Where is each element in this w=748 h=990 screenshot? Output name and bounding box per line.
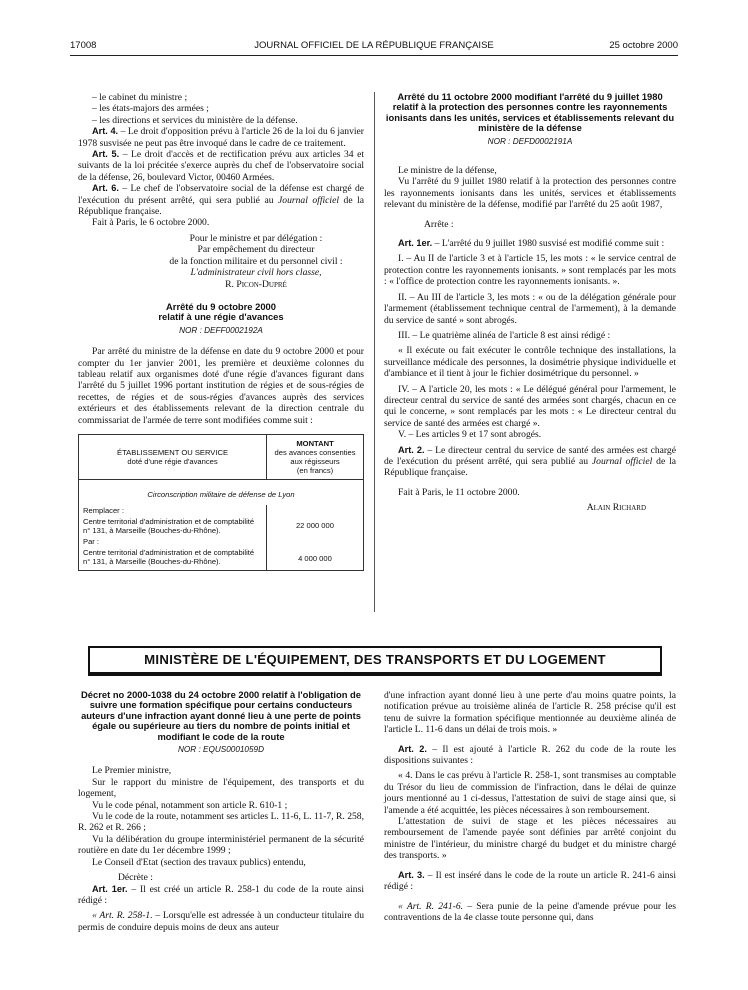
signatory-name: R. Picon-Dupré [225,278,287,290]
article-label: Art. 4. [92,126,119,137]
banner-shadow-rule [88,674,662,676]
article-2: Art. 2. – Le directeur central du service de santé des armées est chargé de l'exécution du présent arrêté, qui sera publié au Journal officiel de la République française. [384,444,677,479]
signatory-name: Alain Richard [586,502,646,514]
table-cell: Centre territorial d'administration et de comptabilité n° 131, à Marseille (Bouches-du-Rhône). [79,516,266,536]
signature-date: Fait à Paris, le 6 octobre 2000. [92,217,210,229]
ministry-banner: MINISTÈRE DE L'ÉQUIPEMENT, DES TRANSPORTS ET DU LOGEMENT [88,646,662,674]
issue-date: 25 octobre 2000 [609,40,678,51]
arrete-rayonnements-title: Arrêté du 11 octobre 2000 modifiant l'arrêté du 9 juillet 1980 relatif à la protection des personnes contre les rayonnements ionisants dans les unités, services et établissements relevant du ministère de la défense [385,91,675,134]
article-1: Art. 1er. – L'arrêté du 9 juillet 1980 susvisé est modifié comme suit : [398,238,665,250]
decrete-keyword: Décrète : [118,872,153,884]
nor-reference: NOR : DEFD0002191A [487,136,573,146]
table-row [79,547,363,570]
table-header-cell: MONTANT des avances consenties aux régisseurs (en francs) [267,434,364,479]
left-column-top [78,92,364,571]
arrete-regie-title: Arrêté du 9 octobre 2000 relatif à une régie d'avances [158,300,284,323]
article-4: Art. 4. – Le droit d'opposition prévu à l'article 26 de la loi du 6 janvier 1978 susvisée ne peut pas être invoqué dans le cadre de ce traitement. [78,126,364,149]
table-cell-amount: 4 000 000 [298,553,332,563]
table-header-row [79,434,364,479]
arrete-regie-body: Par arrêté du ministre de la défense en date du 9 octobre 2000 et pour compter du 1er janvier 2001, les première et deuxième colonnes du tableau relatif aux organismes doté d'une régie d'avances figurant dans l'arrêté du 5 juillet 1996 portant institution de régies et de sous-régies de recettes, de régies et de sous-régies d'avances auprès des services extérieurs et des établissements relevant de la direction centrale du commissariat de l'armée de terre sont modifiées comme suit : [78,346,364,426]
journal-title: JOURNAL OFFICIEL DE LA RÉPUBLIQUE FRANÇAISE [254,40,494,51]
table-header-cell: ÉTABLISSEMENT OU SERVICE doté d'une régie d'avances [79,434,267,479]
table-row [79,516,363,536]
arrete-keyword: Arrête : [424,218,454,230]
article-label: Art. 2. [398,743,427,754]
article-label: Art. 3. [398,869,425,880]
bullet-item: – les directions et services du ministère de la défense. [92,114,298,126]
table-cell-amount: 22 000 000 [295,521,334,531]
table-body-cell [79,479,364,570]
article-1: Art. 1er. – Il est créé un article R. 258-1 du code de la route ainsi rédigé : [78,883,364,906]
table-row: Remplacer : [79,505,363,516]
nor-reference: NOR : EQUS0001059D [177,745,264,755]
right-column-top: Arrêté du 11 octobre 2000 modifiant l'arrêté du 9 juillet 1980 relatif à la protection des personnes contre les rayonnements ionisants dans les unités, services et établissements relevant du ministère de la défense NOR : DEFD0002191A Le ministre de la défense, Vu l'arrêté du 9 juillet 1980 relatif à la protection des personnes contre les rayonnements ionisants dans les unités, services et établissements relevant du ministère de la défense, modifié par l'arrêté du 25 août 1987, Arrête : Art. 1er. – L'arrêté du 9 juillet 1980 susvisé est modifié comme suit : I. – Au II de l'article 3 et à l'article 15, les mots : « le service central de protection contre les rayonnements ionisants. » sont remplacés par les mots : « l'office de protection contre les rayonnements ionisants. ». II. – Au III de l'article 3, les mots : « ou de la délégation générale pour l'armement (établissement technique central de l'armement), à la demande du service de santé » sont abrogés. III. – Le quatrième alinéa de l'article 8 est ainsi rédigé : « Il exécute ou fait exécuter le contrôle technique des installations, la surveillance médicale des personnes, la dosimétrie physique individuelle et d'ambiance et il tient à jour le fichier dosimétrique du personnel. » IV. – A l'article 20, les mots : « Le délégué général pour l'armement, le directeur central du service de santé des armées sont chargés, chacun en ce qui le concerne, » sont remplacés par les mots : « Le directeur central du service de santé des armées est chargé ». V. – Les articles 9 et 17 sont abrogés. Art. 2. – Le directeur central du service de santé des armées est chargé de l'exécution du présent arrêté, qui sera publié au Journal officiel de la République française. Fait à Paris, le 11 octobre 2000. Alain Richard [384,91,677,514]
article-2: Art. 2. – Il est ajouté à l'article R. 262 du code de la route les dispositions suivantes : [384,743,676,767]
article-label: Art. 6. [92,183,119,194]
right-column-bottom: d'une infraction ayant donné lieu à une perte d'au moins quatre points, la notification prévue au troisième alinéa de l'article R. 258 précise qu'il est tenu de suivre la formation spécifique mentionnée au deuxième alinéa de l'article L. 11-6 dans un délai de trois mois. » Art. 2. – Il est ajouté à l'article R. 262 du code de la route les dispositions suivantes : « 4. Dans le cas prévu à l'article R. 258-1, sont transmises au comptable du Trésor du lieu de commission de l'infraction, dans le délai de quinze jours mentionné au 1 ci-dessus, l'attestation de suivi de stage ainsi que, si l'amende a été acquittée, les pièces nécessaires à son remboursement. L'attestation de suivi de stage et les pièces nécessaires au remboursement de l'amende payée sont définies par arrêté conjoint du ministre de l'intérieur, du ministre chargé du budget et du ministre chargé des transports. » Art. 3. – Il est inséré dans le code de la route un article R. 241-6 ainsi rédigé : « Art. R. 241-6. – Sera punie de la peine d'amende prévue pour les contraventions de la 4e classe toute personne qui, dans [384,690,676,923]
article-3: Art. 3. – Il est inséré dans le code de la route un article R. 241-6 ainsi rédigé : [384,869,676,893]
signature-date: Fait à Paris, le 11 octobre 2000. [398,486,520,498]
table-row [79,479,364,570]
bullet-item: – le cabinet du ministre ; [92,92,188,103]
nor-reference: NOR : DEFF0002192A [179,325,263,335]
article-5: Art. 5. – Le droit d'accès et de rectification prévu aux articles 34 et suivants de la loi précitée s'exerce auprès du chef de l'observatoire social de la défense, 26, boulevard Victor, 00460 Armées. [78,149,364,183]
column-divider [374,92,375,612]
article-label: Art. 1er. [92,883,128,894]
circonscription-label: Circonscription militaire de défense de Lyon [147,489,295,499]
bullet-item: – les états-majors des armées ; [92,103,209,115]
page-header [70,40,678,54]
header-rule [70,55,678,56]
table-cell: Centre territorial d'administration et de comptabilité n° 131, à Marseille (Bouches-du-Rhône). [79,547,266,570]
article-label: Art. 2. [398,444,425,455]
left-column-bottom: Décret no 2000-1038 du 24 octobre 2000 relatif à l'obligation de suivre une formation spécifique pour certains conducteurs auteurs d'une infraction ayant donné lieu à une perte de points égale ou supérieure au tiers du nombre de points initial et modifiant le code de la route NOR : EQUS0001059D Le Premier ministre, Sur le rapport du ministre de l'équipement, des transports et du logement, Vu le code pénal, notamment son article R. 610-1 ; Vu le code de la route, notamment ses articles L. 11-6, L. 11-7, R. 258, R. 262 et R. 266 ; Vu la délibération du groupe interministériel permanent de la sécurité routière en date du 1er décembre 1999 ; Le Conseil d'Etat (section des travaux publics) entendu, Décrète : Art. 1er. – Il est créé un article R. 258-1 du code de la route ainsi rédigé : « Art. R. 258-1. – Lorsqu'elle est adressée à un conducteur titulaire du permis de conduire depuis moins de deux ans auteur [78,689,364,933]
table-inner [79,505,363,570]
table-row: Par : [79,536,363,547]
article-label: Art. 5. [92,149,120,160]
decret-title: Décret no 2000-1038 du 24 octobre 2000 relatif à l'obligation de suivre une formation spécifique pour certains conducteurs auteurs d'une infraction ayant donné lieu à une perte de points égale ou supérieure au tiers du nombre de points initial et modifiant le code de la route [81,689,361,742]
page-number: 17008 [70,40,97,51]
regie-avances-table [78,434,364,571]
article-label: Art. 1er. [398,238,433,249]
signature-block: Pour le ministre et par délégation : Par empêchement du directeur de la fonction militaire et du personnel civil : L'administrateur civil hors classe, R. Picon-Dupré [78,233,364,290]
article-6: Art. 6. – Le chef de l'observatoire social de la défense est chargé de l'exécution du présent arrêté, qui sera publié au Journal officiel de la République française. [78,183,365,218]
